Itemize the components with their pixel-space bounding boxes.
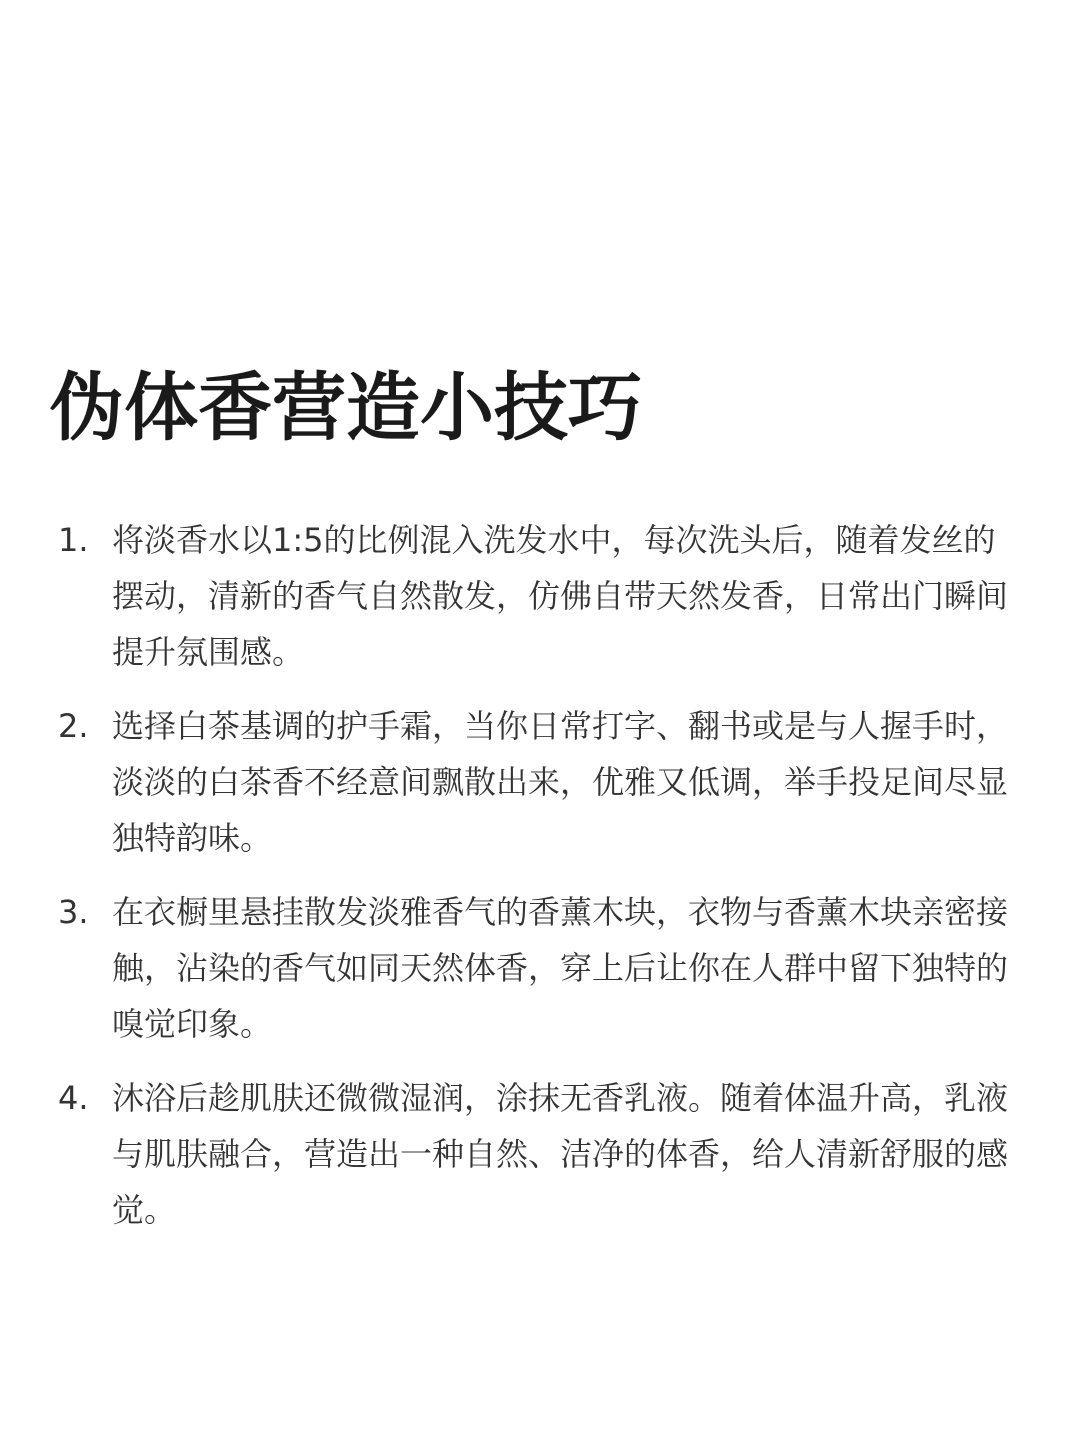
page-title: 伪体香营造小技巧 <box>50 365 642 451</box>
tip-item-3 <box>58 884 1018 1052</box>
tip-number-4: 4. <box>58 1079 89 1117</box>
tip-text-2: 选择白茶基调的护手霜，当你日常打字、翻书或是与人握手时，淡淡的白茶香不经意间飘散出来，优雅又低调，举手投足间尽显独特韵味。 <box>112 707 1009 857</box>
tip-number-3: 3. <box>58 893 89 931</box>
tips-list <box>58 512 1018 1256</box>
tip-item-1 <box>58 512 1018 680</box>
tip-number-1: 1. <box>58 521 89 559</box>
tip-text-3: 在衣橱里悬挂散发淡雅香气的香薰木块，衣物与香薰木块亲密接触，沾染的香气如同天然体香，穿上后让你在人群中留下独特的嗅觉印象。 <box>112 893 1009 1043</box>
tip-text-4: 沐浴后趁肌肤还微微湿润，涂抹无香乳液。随着体温升高，乳液与肌肤融合，营造出一种自然、洁净的体香，给人清新舒服的感觉。 <box>112 1079 1009 1229</box>
tip-item-2 <box>58 698 1018 866</box>
tip-text-1: 将淡香水以1:5的比例混入洗发水中，每次洗头后，随着发丝的摆动，清新的香气自然散发，仿佛自带天然发香，日常出门瞬间提升氛围感。 <box>112 521 1009 671</box>
tip-item-4 <box>58 1070 1018 1238</box>
tip-number-2: 2. <box>58 707 89 745</box>
